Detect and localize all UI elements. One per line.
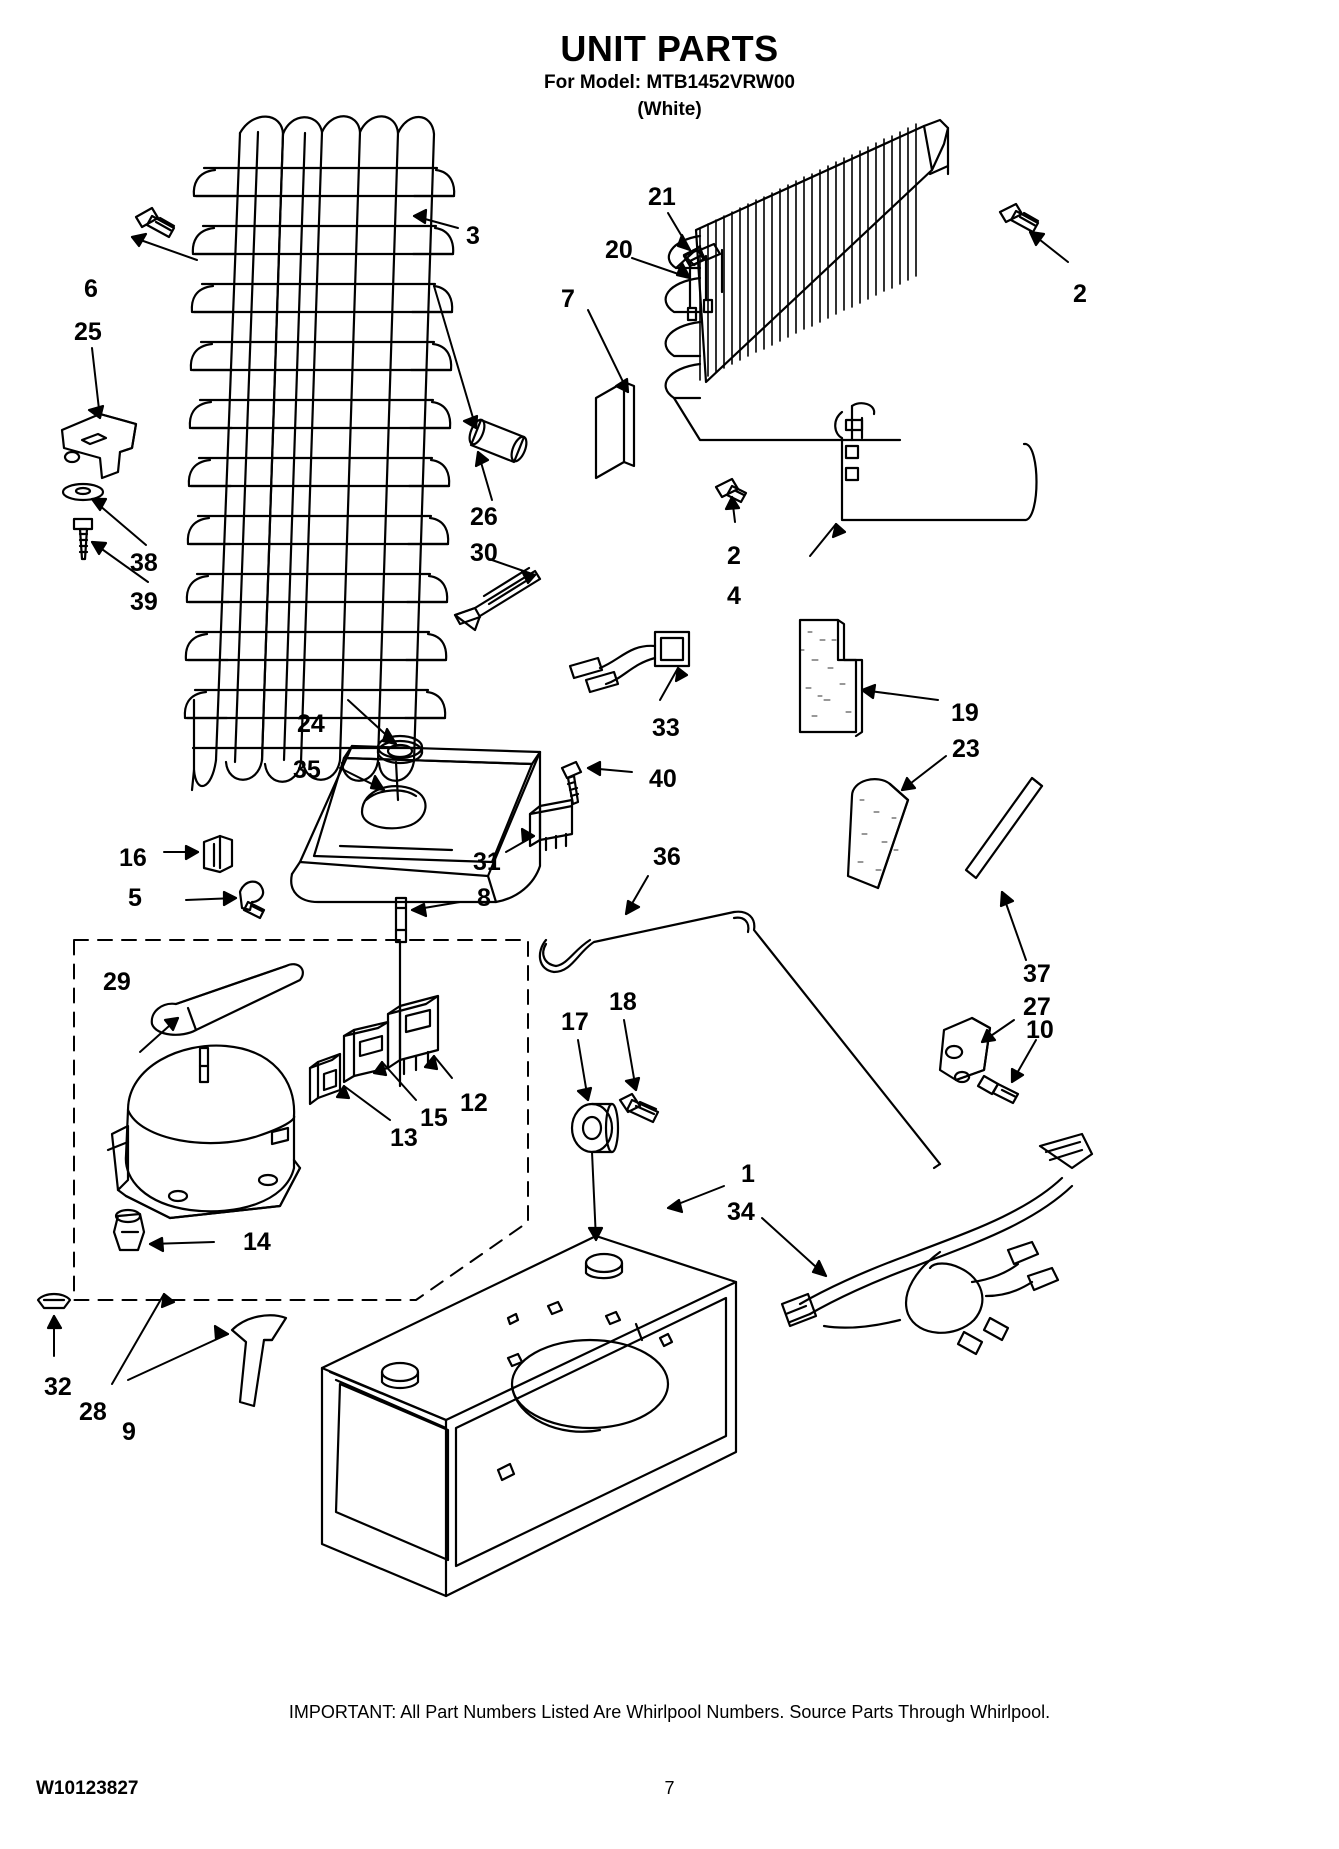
capillary-tube-37-art [966, 778, 1042, 960]
callout-37: 37 [1023, 960, 1051, 988]
screw-2-lower-art [716, 479, 746, 522]
page-number: 7 [664, 1778, 675, 1798]
callout-5: 5 [128, 884, 142, 912]
compressor-art [108, 1046, 300, 1218]
suction-tube-4-art [810, 403, 1037, 556]
washer-38-art [63, 484, 103, 500]
callout-1: 1 [741, 1160, 755, 1188]
callout-8: 8 [477, 884, 491, 912]
insulation-19-art [800, 620, 938, 736]
screw-6-art [132, 208, 197, 260]
callout-19: 19 [951, 699, 979, 727]
cover-panel-9-art [112, 1294, 286, 1406]
clip-13-art [310, 1054, 390, 1120]
push-pin-5-art [186, 882, 264, 918]
callout-15: 15 [420, 1104, 448, 1132]
callout-2-lower: 2 [727, 542, 741, 570]
callout-40: 40 [649, 765, 677, 793]
axle-screw-18-art [620, 1020, 658, 1122]
wire-harness-33-art [570, 632, 689, 700]
screw-2-top-art [1000, 204, 1068, 262]
callout-14: 14 [243, 1228, 271, 1256]
footnote-text: IMPORTANT: All Part Numbers Listed Are Whirlpool Numbers. Source Parts Through Whirlpool. [288, 1702, 1051, 1722]
callout-35: 35 [293, 756, 321, 784]
roller-17-art [572, 1040, 618, 1152]
dryer-29-art [140, 964, 303, 1052]
callout-39: 39 [130, 588, 158, 616]
clamp-27-art [940, 1018, 1014, 1082]
callout-36: 36 [653, 843, 681, 871]
clip-32-art [38, 1294, 70, 1356]
callout-9: 9 [122, 1418, 136, 1446]
callout-31: 31 [473, 848, 501, 876]
callout-6: 6 [84, 275, 98, 303]
capacitor-26-art [434, 286, 529, 500]
callout-20: 20 [605, 236, 633, 264]
callout-17: 17 [561, 1008, 589, 1036]
cable-tie-30-art [455, 560, 540, 630]
callout-3: 3 [466, 222, 480, 250]
callout-2-top: 2 [1073, 280, 1087, 308]
relay-12-art [388, 996, 452, 1078]
relay-cover-15-art [344, 1022, 416, 1100]
callout-32: 32 [44, 1373, 72, 1401]
document-number: W10123827 [36, 1778, 139, 1799]
callout-24: 24 [297, 710, 325, 738]
callout-12: 12 [460, 1089, 488, 1117]
callout-25: 25 [74, 318, 102, 346]
evaporator-art [596, 120, 948, 478]
callout-10: 10 [1026, 1016, 1054, 1044]
page-title: UNIT PARTS [560, 28, 779, 69]
callout-7: 7 [561, 285, 575, 313]
callout-33: 33 [652, 714, 680, 742]
callout-27: 27 [1023, 993, 1051, 1021]
callout-30: 30 [470, 539, 498, 567]
callout-18: 18 [609, 988, 637, 1016]
callout-38: 38 [130, 549, 158, 577]
wire-harness-34-art [762, 1134, 1092, 1354]
insulation-23-art [848, 756, 946, 888]
callout-29: 29 [103, 968, 131, 996]
callout-34: 34 [727, 1198, 755, 1226]
callout-28: 28 [79, 1398, 107, 1426]
callout-26: 26 [470, 503, 498, 531]
screw-39-art [74, 519, 92, 559]
bracket-25-art [62, 414, 136, 478]
callout-13: 13 [390, 1124, 418, 1152]
clip-16-art [164, 836, 232, 872]
color-line: (White) [637, 99, 702, 120]
screw-40-art [562, 762, 632, 804]
callout-4: 4 [727, 582, 741, 610]
callout-23: 23 [952, 735, 980, 763]
model-line: For Model: MTB1452VRW00 [544, 72, 795, 93]
callout-16: 16 [119, 844, 147, 872]
condenser-coil-art [185, 116, 454, 790]
callout-21: 21 [648, 183, 676, 211]
